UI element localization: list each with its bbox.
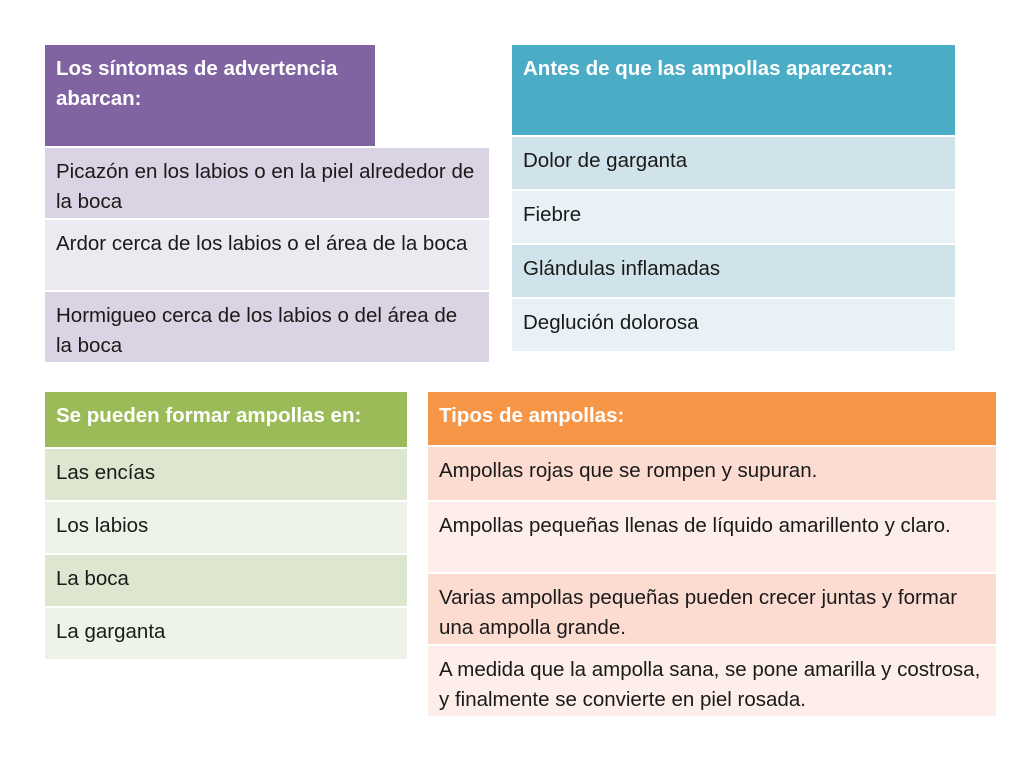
table-row: Hormigueo cerca de los labios o del área de la boca [45, 290, 489, 362]
table-row: Ardor cerca de los labios o el área de la boca [45, 218, 489, 290]
table-row: Las encías [45, 447, 407, 500]
before-blisters-header: Antes de que las ampollas aparezcan: [512, 45, 955, 135]
table-row: Deglución dolorosa [512, 297, 955, 351]
table-row: Ampollas rojas que se rompen y supuran. [428, 445, 996, 500]
blister-types-table [428, 392, 996, 716]
warning-symptoms-header: Los síntomas de advertencia abarcan: [45, 45, 375, 146]
table-row: Los labios [45, 500, 407, 553]
table-row: Ampollas pequeñas llenas de líquido amarillento y claro. [428, 500, 996, 572]
before-blisters-table [512, 45, 955, 351]
blister-locations-header: Se pueden formar ampollas en: [45, 392, 407, 447]
table-row: La boca [45, 553, 407, 606]
table-row: Fiebre [512, 189, 955, 243]
table-row: Dolor de garganta [512, 135, 955, 189]
table-row: Glándulas inflamadas [512, 243, 955, 297]
table-row: Picazón en los labios o en la piel alrededor de la boca [45, 146, 489, 218]
blister-types-header: Tipos de ampollas: [428, 392, 996, 445]
table-row: Varias ampollas pequeñas pueden crecer juntas y formar una ampolla grande. [428, 572, 996, 644]
blister-locations-table [45, 392, 407, 659]
table-row: La garganta [45, 606, 407, 659]
warning-symptoms-table [45, 45, 489, 362]
table-row: A medida que la ampolla sana, se pone amarilla y costrosa, y finalmente se convierte en piel rosada. [428, 644, 996, 716]
